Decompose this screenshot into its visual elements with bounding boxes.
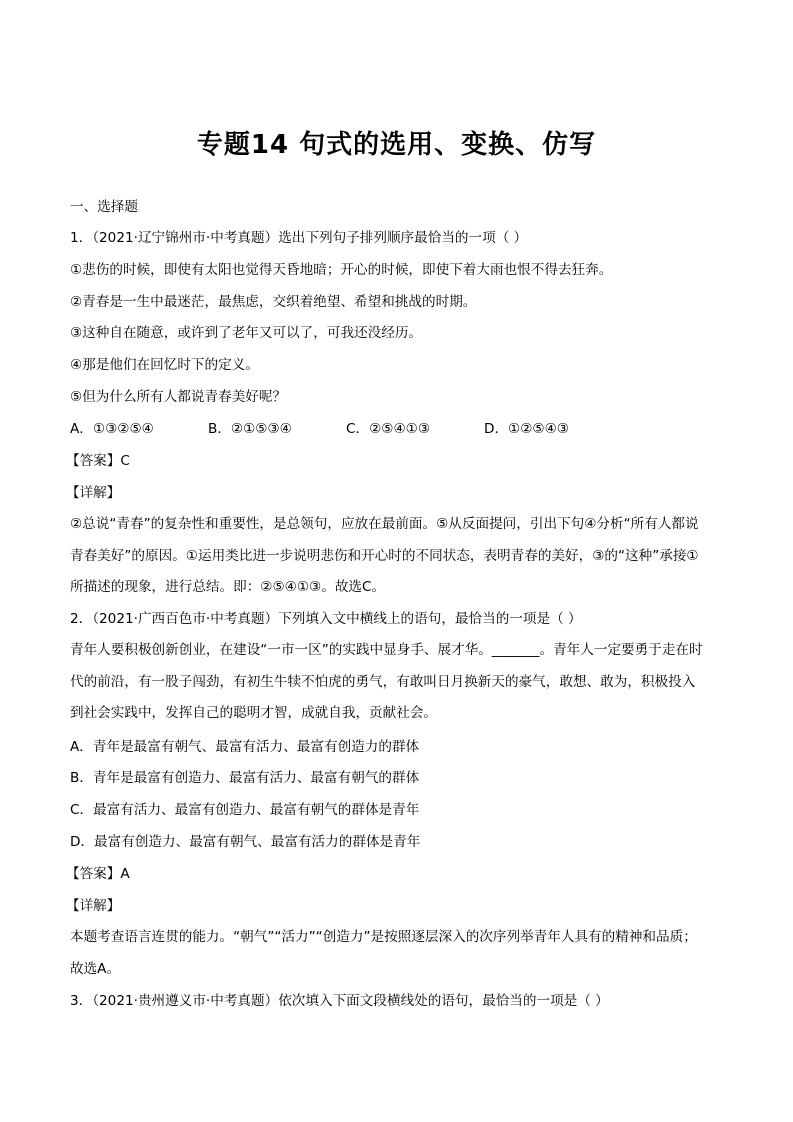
q1-sentence-1: ①悲伤的时候，即使有太阳也觉得天昏地暗；开心的时候，即使下着大雨也恨不得去狂奔。 bbox=[70, 262, 613, 278]
q1-detail-label: 【详解】 bbox=[66, 485, 121, 501]
q2-option-c: C．最富有活力、最富有创造力、最富有朝气的群体是青年 bbox=[70, 802, 420, 818]
q2-option-a: A．青年是最富有朝气、最富有活力、最富有创造力的群体 bbox=[70, 739, 420, 755]
q2-stem: 2．（2021·广西百色市·中考真题）下列填入文中横线上的语句，最恰当的一项是（ ） bbox=[70, 611, 582, 627]
q1-stem: 1．（2021·辽宁锦州市·中考真题）选出下列句子排列顺序最恰当的一项（ ） bbox=[70, 230, 528, 246]
page-title: 专题14 句式的选用、变换、仿写 bbox=[196, 130, 597, 160]
q1-sentence-4: ④那是他们在回忆时下的定义。 bbox=[70, 357, 259, 373]
q1-detail-paragraph bbox=[70, 509, 730, 604]
q2-option-b: B．青年是最富有创造力、最富有活力、最富有朝气的群体 bbox=[70, 770, 420, 786]
q2-detail-line-1: 本题考查语言连贯的能力。“朝气”“活力”“创造力”是按照逐层深入的次序列举青年人具有的精神和品质； bbox=[70, 929, 697, 945]
q1-option-d: D．①②⑤④③ bbox=[484, 421, 569, 437]
q2-passage-line-2: 代的前沿，有一股子闯劲，有初生牛犊不怕虎的勇气，有敢叫日月换新天的豪气，敢想、敢为，积极投入 bbox=[70, 673, 696, 690]
q2-detail-line-2: 故选A。 bbox=[70, 960, 121, 977]
q2-passage-line-3: 到社会实践中，发挥自己的聪明才智，成就自我，贡献社会。 bbox=[70, 705, 438, 721]
q2-detail-label: 【详解】 bbox=[66, 898, 121, 914]
q1-sentence-2: ②青春是一生中最迷茫，最焦虑，交织着绝望、希望和挑战的时期。 bbox=[70, 294, 477, 310]
section-heading: 一、选择题 bbox=[70, 199, 138, 215]
q1-option-b: B．②①⑤③④ bbox=[208, 421, 292, 437]
q3-stem: 3．（2021·贵州遵义市·中考真题）依次填入下面文段横线处的语句，最恰当的一项是（ ） bbox=[70, 993, 609, 1009]
q2-detail-paragraph bbox=[70, 922, 730, 985]
q1-option-a: A．①③②⑤④ bbox=[70, 421, 154, 437]
q2-passage bbox=[70, 635, 730, 730]
q2-option-d: D．最富有创造力、最富有朝气、最富有活力的群体是青年 bbox=[70, 834, 421, 850]
q2-passage-line-1: 青年人要积极创新创业，在建设“一市一区”的实践中显身手、展才华。_______。青年人一定要勇于走在时 bbox=[70, 642, 703, 658]
q1-detail-line-1: ②总说“青春”的复杂性和重要性，是总领句，应放在最前面。⑤从反面提问，引出下句④分析“所有人都说 bbox=[70, 516, 699, 532]
q1-detail-line-3: 所描述的现象，进行总结。即：②⑤④①③。故选C。 bbox=[70, 579, 386, 595]
q1-detail-line-2: 青春美好”的原因。①运用类比进一步说明悲伤和开心时的不同状态，表明青春的美好，③的“这种”承接① bbox=[70, 547, 699, 564]
q1-option-c: C．②⑤④①③ bbox=[346, 421, 431, 437]
q1-answer: 【答案】C bbox=[66, 453, 130, 469]
q1-sentence-5: ⑤但为什么所有人都说青春美好呢？ bbox=[70, 389, 287, 405]
q2-answer: 【答案】A bbox=[66, 866, 130, 882]
q1-sentence-3: ③这种自在随意，或许到了老年又可以了，可我还没经历。 bbox=[70, 325, 423, 341]
